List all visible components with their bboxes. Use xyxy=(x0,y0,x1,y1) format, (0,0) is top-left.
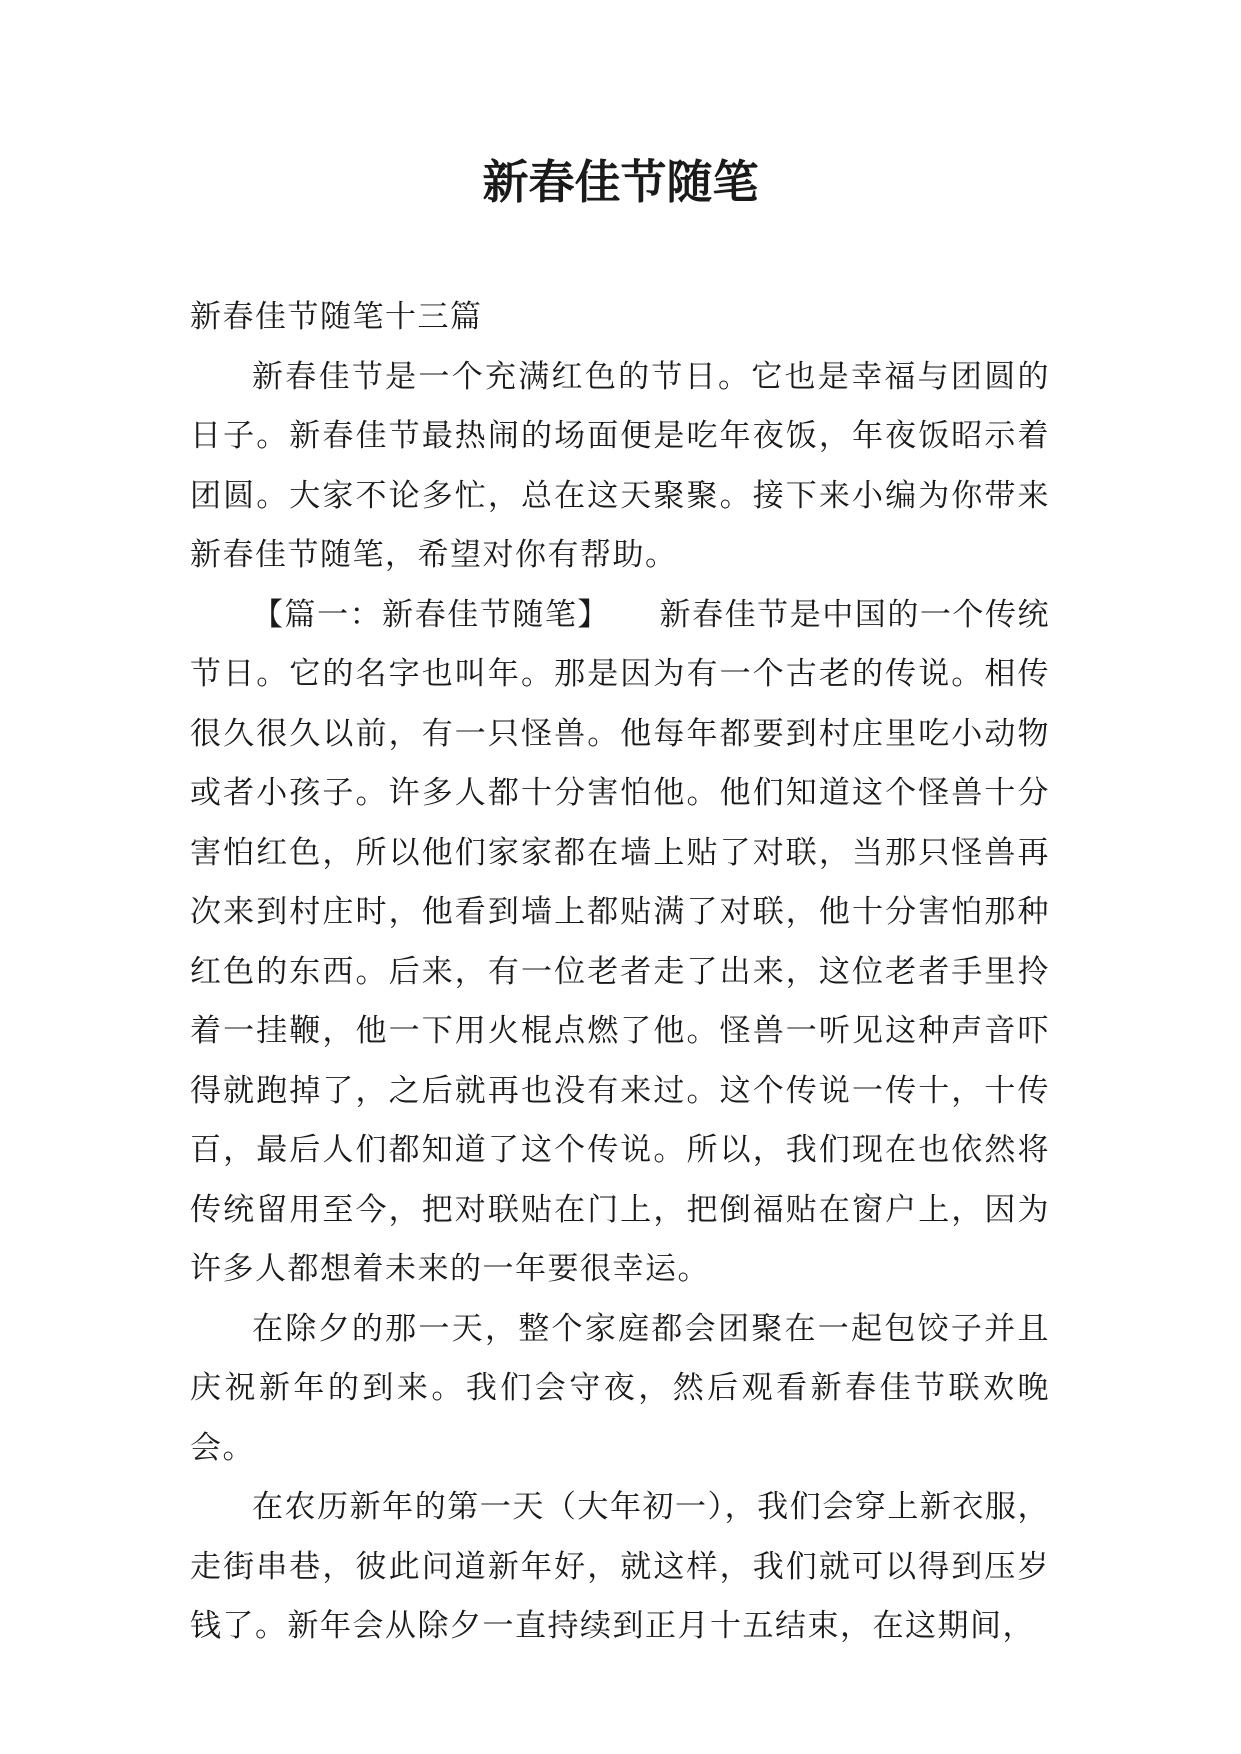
paragraph-first-day: 在农历新年的第一天（大年初一），我们会穿上新衣服，走街串巷，彼此问道新年好，就这样，我们就可以得到压岁钱了。新年会从除夕一直持续到正月十五结束，在这期间， xyxy=(190,1489,1050,1644)
paragraph-new-year-eve: 在除夕的那一天，整个家庭都会团聚在一起包饺子并且庆祝新年的到来。我们会守夜，然后观看新春佳节联欢晚会。 xyxy=(190,1310,1050,1466)
document-subtitle: 新春佳节随笔十三篇 xyxy=(190,299,483,335)
paragraph-part-one: 【篇一：新春佳节随笔】 新春佳节是中国的一个传统节日。它的名字也叫年。那是因为有一个古老的传说。相传很久很久以前，有一只怪兽。他每年都要到村庄里吃小动物或者小孩子。许多人都十分害怕他。他们知道这个怪兽十分害怕红色，所以他们家家都在墙上贴了对联，当那只怪兽再次来到村庄时，他看到墙上都贴满了对联，他十分害怕那种红色的东西。后来，有一位老者走了出来，这位老者手里拎着一挂鞭，他一下用火棍点燃了他。怪兽一听见这种声音吓得就跑掉了，之后就再也没有来过。这个传说一传十，十传百，最后人们都知道了这个传说。所以，我们现在也依然将传统留用至今，把对联贴在门上，把倒福贴在窗户上，因为许多人都想着未来的一年要很幸运。 xyxy=(190,596,1050,1287)
document-body xyxy=(190,288,1050,1657)
paragraph-intro: 新春佳节是一个充满红色的节日。它也是幸福与团圆的日子。新春佳节最热闹的场面便是吃年夜饭，年夜饭昭示着团圆。大家不论多忙，总在这天聚聚。接下来小编为你带来新春佳节随笔，希望对你有帮助。 xyxy=(190,358,1050,573)
document-title: 新春佳节随笔 xyxy=(482,155,759,209)
